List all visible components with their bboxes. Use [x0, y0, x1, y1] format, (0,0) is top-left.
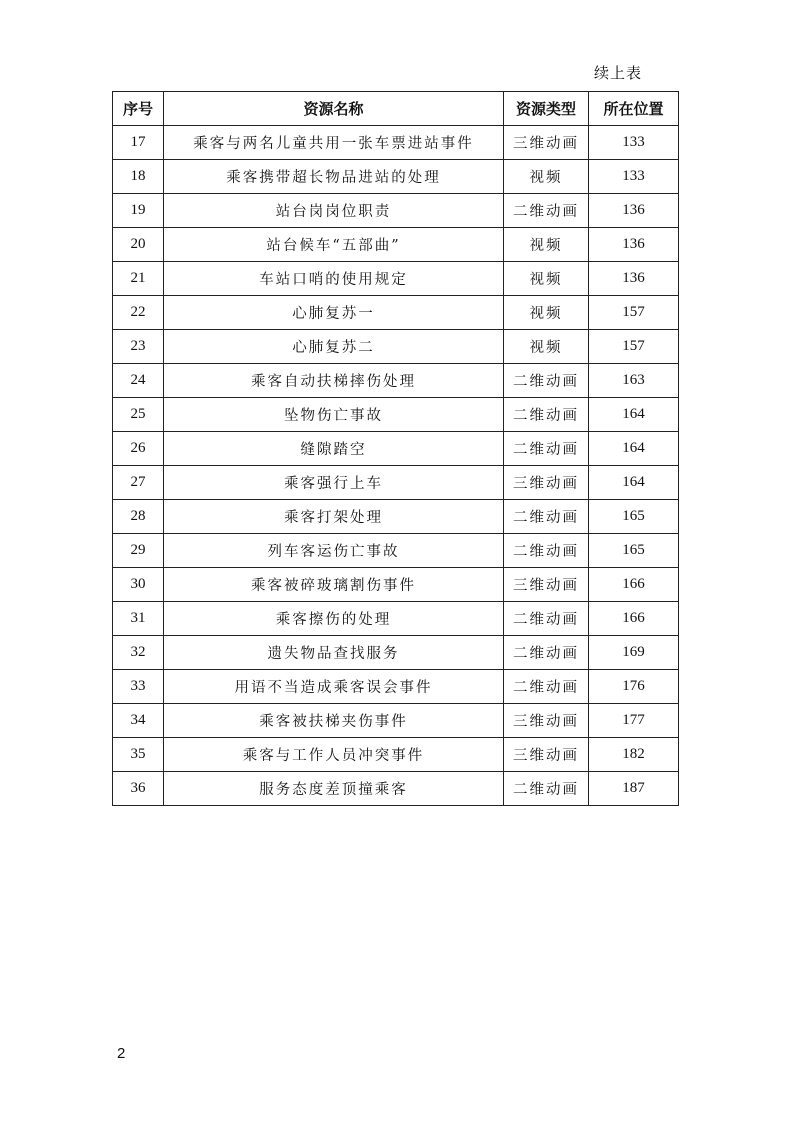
resource-type: 二维动画	[504, 772, 589, 806]
resource-name: 缝隙踏空	[164, 432, 504, 466]
resource-name: 乘客强行上车	[164, 466, 504, 500]
resource-name: 用语不当造成乘客误会事件	[164, 670, 504, 704]
resource-location: 164	[589, 466, 679, 500]
resource-location: 166	[589, 568, 679, 602]
row-number: 18	[113, 160, 164, 194]
resource-location: 169	[589, 636, 679, 670]
resource-type: 二维动画	[504, 432, 589, 466]
resource-type: 二维动画	[504, 364, 589, 398]
resource-type: 三维动画	[504, 126, 589, 160]
resource-location: 157	[589, 330, 679, 364]
row-number: 26	[113, 432, 164, 466]
resource-name: 乘客被扶梯夹伤事件	[164, 704, 504, 738]
resource-location: 165	[589, 500, 679, 534]
table-row	[113, 194, 679, 228]
resource-name: 乘客打架处理	[164, 500, 504, 534]
row-number: 32	[113, 636, 164, 670]
table-row	[113, 636, 679, 670]
table-row	[113, 432, 679, 466]
resource-location: 136	[589, 194, 679, 228]
header-type: 资源类型	[504, 92, 589, 126]
row-number: 17	[113, 126, 164, 160]
resource-name: 乘客擦伤的处理	[164, 602, 504, 636]
resource-name: 坠物伤亡事故	[164, 398, 504, 432]
resource-name: 心肺复苏一	[164, 296, 504, 330]
resource-location: 187	[589, 772, 679, 806]
table-row	[113, 126, 679, 160]
resource-location: 176	[589, 670, 679, 704]
resource-name: 站台候车“五部曲”	[164, 228, 504, 262]
table-row	[113, 738, 679, 772]
table-row	[113, 364, 679, 398]
table-row	[113, 704, 679, 738]
resource-type: 三维动画	[504, 738, 589, 772]
table-row	[113, 330, 679, 364]
resource-name: 乘客携带超长物品进站的处理	[164, 160, 504, 194]
resource-location: 133	[589, 160, 679, 194]
resource-type: 视频	[504, 262, 589, 296]
table-row	[113, 670, 679, 704]
row-number: 35	[113, 738, 164, 772]
row-number: 31	[113, 602, 164, 636]
resource-name: 遗失物品查找服务	[164, 636, 504, 670]
resource-type: 视频	[504, 160, 589, 194]
resource-name: 站台岗岗位职责	[164, 194, 504, 228]
row-number: 29	[113, 534, 164, 568]
table-row	[113, 534, 679, 568]
row-number: 33	[113, 670, 164, 704]
resource-type: 三维动画	[504, 568, 589, 602]
row-number: 25	[113, 398, 164, 432]
resource-name: 服务态度差顶撞乘客	[164, 772, 504, 806]
table-row	[113, 602, 679, 636]
resource-location: 165	[589, 534, 679, 568]
row-number: 20	[113, 228, 164, 262]
row-number: 19	[113, 194, 164, 228]
row-number: 24	[113, 364, 164, 398]
resource-type: 二维动画	[504, 602, 589, 636]
resource-type: 二维动画	[504, 500, 589, 534]
resource-type: 三维动画	[504, 466, 589, 500]
header-location: 所在位置	[589, 92, 679, 126]
resource-type: 视频	[504, 296, 589, 330]
resource-type: 视频	[504, 228, 589, 262]
resource-location: 136	[589, 228, 679, 262]
table-row	[113, 568, 679, 602]
resource-type: 二维动画	[504, 398, 589, 432]
table-row	[113, 296, 679, 330]
row-number: 34	[113, 704, 164, 738]
resource-location: 157	[589, 296, 679, 330]
table-row	[113, 262, 679, 296]
row-number: 36	[113, 772, 164, 806]
table-row	[113, 160, 679, 194]
resource-location: 182	[589, 738, 679, 772]
table-header-row	[113, 92, 679, 126]
row-number: 28	[113, 500, 164, 534]
resource-type: 三维动画	[504, 704, 589, 738]
resource-location: 177	[589, 704, 679, 738]
resource-type: 二维动画	[504, 194, 589, 228]
resource-name: 乘客与工作人员冲突事件	[164, 738, 504, 772]
resource-name: 车站口哨的使用规定	[164, 262, 504, 296]
resource-location: 136	[589, 262, 679, 296]
table-row	[113, 228, 679, 262]
row-number: 27	[113, 466, 164, 500]
resource-table	[112, 91, 679, 806]
header-number: 序号	[113, 92, 164, 126]
table-row	[113, 772, 679, 806]
resource-name: 乘客自动扶梯摔伤处理	[164, 364, 504, 398]
table-row	[113, 398, 679, 432]
resource-name: 列车客运伤亡事故	[164, 534, 504, 568]
row-number: 21	[113, 262, 164, 296]
resource-type: 视频	[504, 330, 589, 364]
resource-location: 163	[589, 364, 679, 398]
resource-type: 二维动画	[504, 636, 589, 670]
continued-table-note: 续上表	[593, 64, 642, 82]
resource-type: 二维动画	[504, 670, 589, 704]
table-header	[113, 92, 679, 126]
row-number: 22	[113, 296, 164, 330]
resource-location: 166	[589, 602, 679, 636]
table-row	[113, 466, 679, 500]
resource-name: 心肺复苏二	[164, 330, 504, 364]
table-row	[113, 500, 679, 534]
row-number: 30	[113, 568, 164, 602]
resource-name: 乘客被碎玻璃割伤事件	[164, 568, 504, 602]
resource-name: 乘客与两名儿童共用一张车票进站事件	[164, 126, 504, 160]
resource-location: 164	[589, 432, 679, 466]
resource-type: 二维动画	[504, 534, 589, 568]
header-name: 资源名称	[164, 92, 504, 126]
resource-location: 164	[589, 398, 679, 432]
page-number: 2	[117, 1045, 126, 1062]
table-body	[113, 126, 679, 806]
row-number: 23	[113, 330, 164, 364]
resource-location: 133	[589, 126, 679, 160]
